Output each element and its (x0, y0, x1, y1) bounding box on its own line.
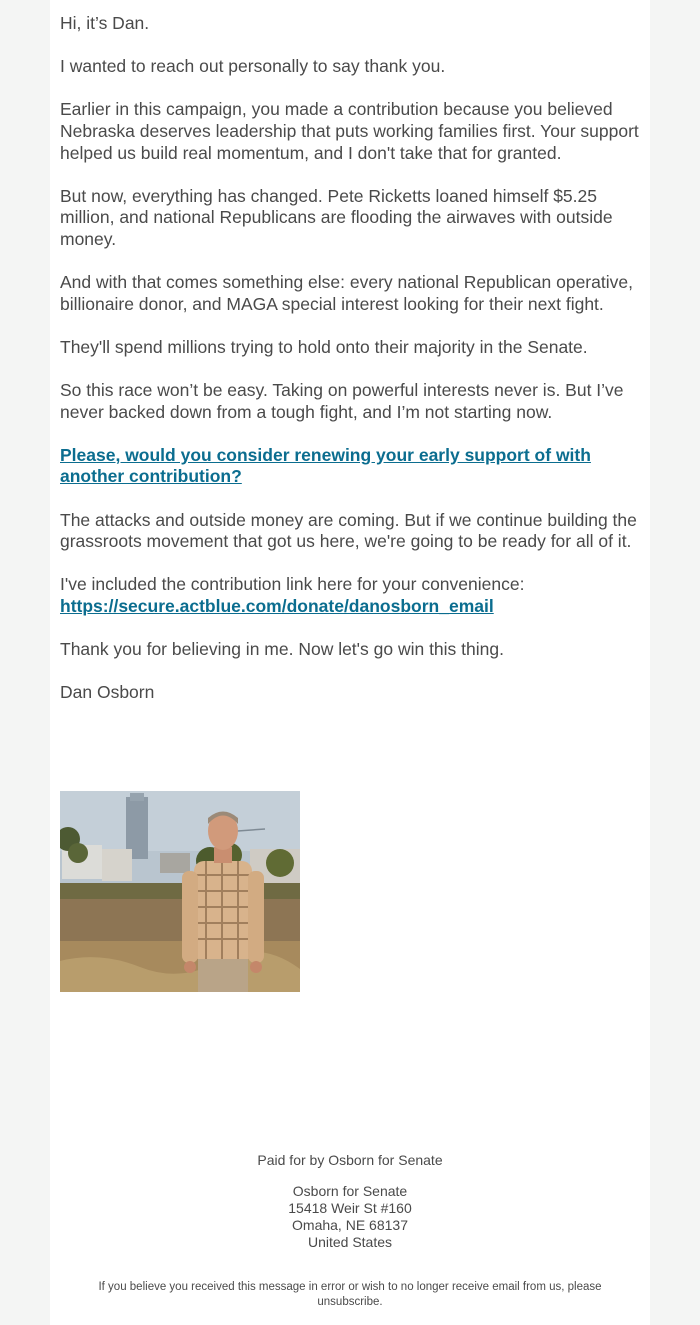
email-card (50, 0, 650, 1325)
donate-url-link[interactable]: https://secure.actblue.com/donate/danosborn_email (60, 596, 494, 617)
address-line-city: Omaha, NE 68137 (292, 1217, 408, 1233)
paragraph-thank-you: I wanted to reach out personally to say thank you. (60, 56, 446, 77)
closing: Thank you for believing in me. Now let's go win this thing. (60, 639, 504, 660)
paragraph-attacks-coming: The attacks and outside money are coming. But if we continue building the grassroots movement that got us here, we're going to be ready for all of it. (60, 509, 637, 552)
unsubscribe-notice: If you believe you received this message in error or wish to no longer receive email from us, please unsubscribe. (98, 1281, 602, 1308)
dan-osborn-photo (60, 791, 300, 992)
paragraph-spend-millions: They'll spend millions trying to hold onto their majority in the Senate. (60, 336, 588, 357)
paid-for-disclaimer: Paid for by Osborn for Senate (257, 1152, 443, 1168)
address-line-street: 15418 Weir St #160 (288, 1200, 412, 1216)
email-body (60, 13, 642, 726)
link-intro-text: I've included the contribution link here for your convenience: (60, 574, 525, 595)
paragraph-earlier-contribution: Earlier in this campaign, you made a contribution because you believed Nebraska deserves leadership that puts working families first. Your support helped us build real momentum, and I don't take that for granted. (60, 99, 639, 163)
signature: Dan Osborn (60, 682, 155, 703)
paragraph-tough-fight: So this race won’t be easy. Taking on powerful interests never is. But I’ve never backed down from a tough fight, and I’m not starting now. (60, 380, 624, 422)
address-line-org: Osborn for Senate (292, 1183, 408, 1199)
renew-support-link[interactable]: Please, would you consider renewing your early support of with another contribution? (60, 444, 591, 487)
paragraph-everything-changed: But now, everything has changed. Pete Ricketts loaned himself $5.25 million, and national Republicans are flooding the airwaves with outside money. (60, 185, 613, 249)
paragraph-something-else: And with that comes something else: every national Republican operative, billionaire donor, and MAGA special interest looking for their next fight. (60, 272, 633, 314)
address-line-country: United States (307, 1234, 393, 1250)
mailing-address (50, 1183, 650, 1251)
cta-paragraph (60, 445, 642, 488)
greeting: Hi, it’s Dan. (60, 13, 150, 33)
paragraph-contribution-link (60, 574, 642, 617)
